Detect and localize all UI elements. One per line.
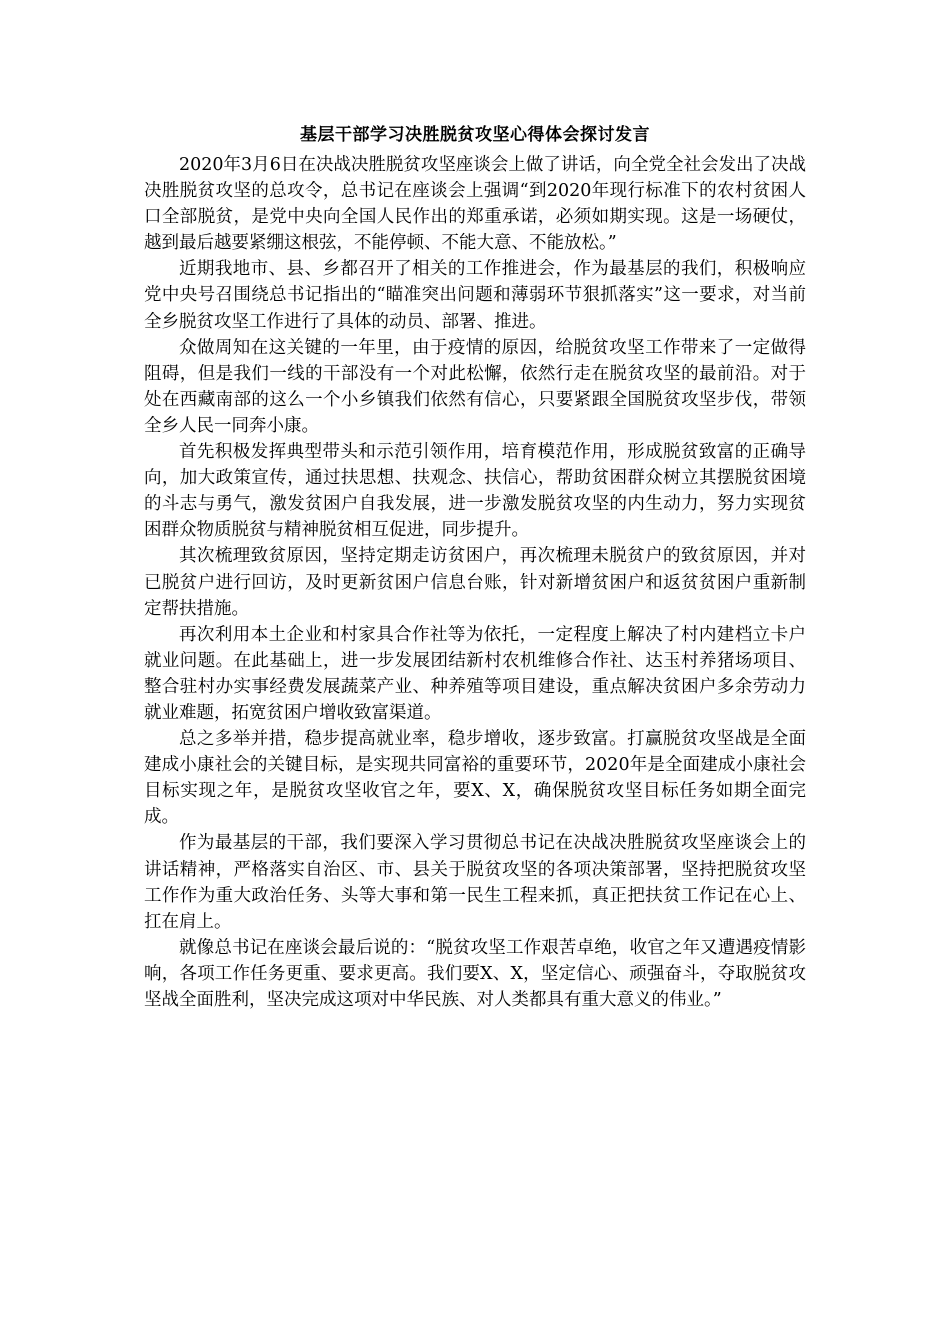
paragraph-1: 2020年3月6日在决战决胜脱贫攻坚座谈会上做了讲话，向全党全社会发出了决战决胜脱贫攻坚的总攻令，总书记在座谈会上强调“到2020年现行标准下的农村贫困人口全部脱贫，是党中央向全国人民作出的郑重承诺，必须如期实现。这是一场硬仗，越到最后越要紧绷这根弦，不能停顿、不能大意、不能放松。” (144, 155, 806, 254)
document-body (144, 122, 806, 1013)
paragraph-6: 再次利用本土企业和村家具合作社等为依托，一定程度上解决了村内建档立卡户就业问题。在此基础上，进一步发展团结新村农机维修合作社、达玉村养猪场项目、整合驻村办实事经费发展蔬菜产业、种养殖等项目建设，重点解决贫困户多余劳动力就业难题，拓宽贫困户增收致富渠道。 (144, 624, 806, 723)
paragraph-5: 其次梳理致贫原因，坚持定期走访贫困户，再次梳理未脱贫户的致贫原因，并对已脱贫户进行回访，及时更新贫困户信息台账，针对新增贫困户和返贫贫困户重新制定帮扶措施。 (144, 546, 806, 619)
paragraph-3: 众做周知在这关键的一年里，由于疫情的原因，给脱贫攻坚工作带来了一定做得阻碍，但是我们一线的干部没有一个对此松懈，依然行走在脱贫攻坚的最前沿。对于处在西藏南部的这么一个小乡镇我们依然有信心，只要紧跟全国脱贫攻坚步伐，带领全乡人民一同奔小康。 (144, 337, 806, 436)
document-title: 基层干部学习决胜脱贫攻坚心得体会探讨发言 (300, 125, 650, 145)
paragraph-8: 作为最基层的干部，我们要深入学习贯彻总书记在决战决胜脱贫攻坚座谈会上的讲话精神，严格落实自治区、市、县关于脱贫攻坚的各项决策部署，坚持把脱贫攻坚工作作为重大政治任务、头等大事和第一民生工程来抓，真正把扶贫工作记在心上、扛在肩上。 (144, 833, 806, 932)
paragraph-2: 近期我地市、县、乡都召开了相关的工作推进会，作为最基层的我们，积极响应党中央号召围绕总书记指出的“瞄准突出问题和薄弱环节狠抓落实”这一要求，对当前全乡脱贫攻坚工作进行了具体的动员、部署、推进。 (144, 259, 806, 332)
paragraph-7: 总之多举并措，稳步提高就业率，稳步增收，逐步致富。打赢脱贫攻坚战是全面建成小康社会的关键目标，是实现共同富裕的重要环节，2020年是全面建成小康社会目标实现之年，是脱贫攻坚收官之年，要X、X，确保脱贫攻坚目标任务如期全面完成。 (144, 729, 806, 828)
paragraph-4: 首先积极发挥典型带头和示范引领作用，培育模范作用，形成脱贫致富的正确导向，加大政策宣传，通过扶思想、扶观念、扶信心，帮助贫困群众树立其摆脱贫困境的斗志与勇气，激发贫困户自我发展，进一步激发脱贫攻坚的内生动力，努力实现贫困群众物质脱贫与精神脱贫相互促进，同步提升。 (144, 442, 806, 541)
paragraph-9: 就像总书记在座谈会最后说的：“脱贫攻坚工作艰苦卓绝，收官之年又遭遇疫情影响，各项工作任务更重、要求更高。我们要X、X，坚定信心、顽强奋斗，夺取脱贫攻坚战全面胜利，坚决完成这项对中华民族、对人类都具有重大意义的伟业。” (144, 937, 806, 1010)
